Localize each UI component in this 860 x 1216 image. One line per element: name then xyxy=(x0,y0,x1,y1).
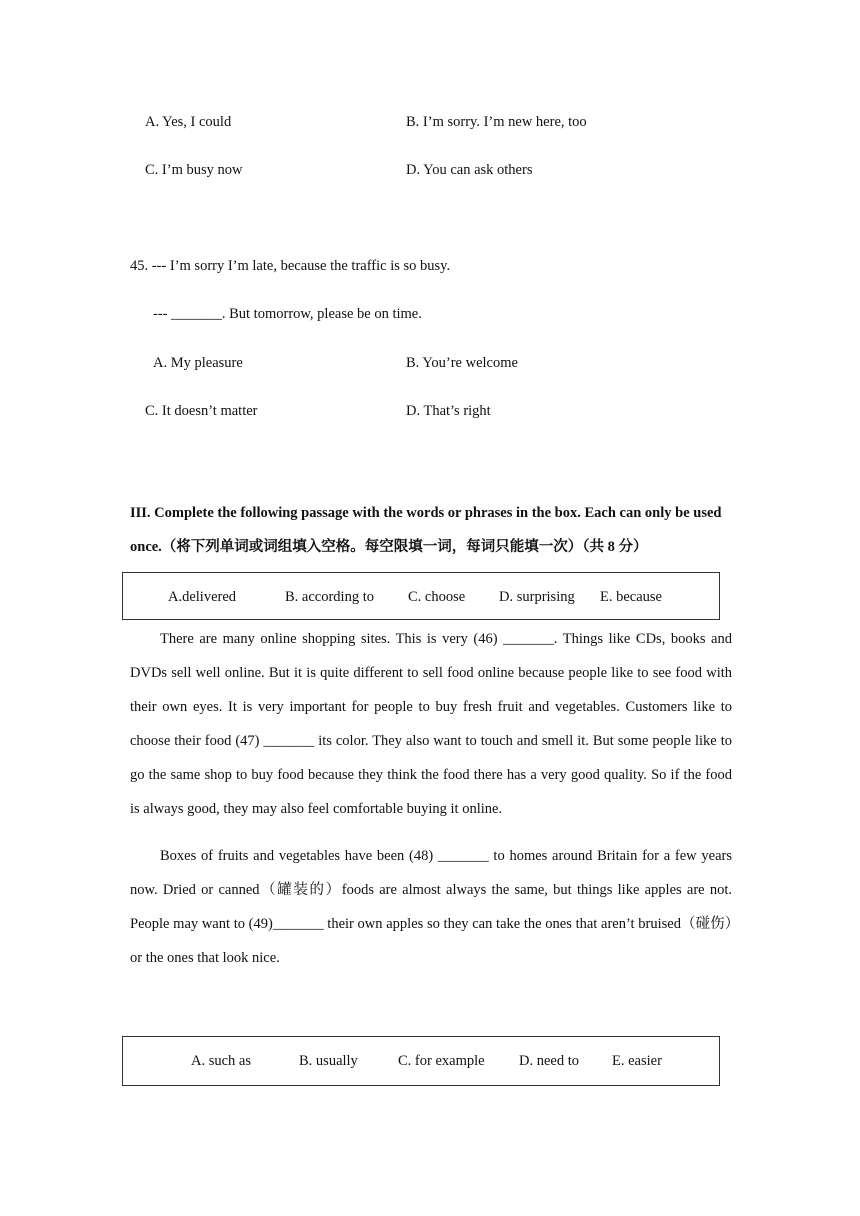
q45-option-a: A. My pleasure xyxy=(153,355,243,371)
word-box-2-item: B. usually xyxy=(299,1053,358,1069)
word-box-2-item: C. for example xyxy=(398,1053,485,1069)
q44-option-a: A. Yes, I could xyxy=(145,114,232,130)
q45-option-d: D. That’s right xyxy=(406,403,491,419)
q45-option-b: B. You’re welcome xyxy=(406,355,518,371)
word-box-1-item: B. according to xyxy=(285,589,374,605)
q44-option-b: B. I’m sorry. I’m new here, too xyxy=(406,114,587,130)
passage-paragraph-1: There are many online shopping sites. This is very (46) _______. Things like CDs, books and DVDs sell well online. But it is quite different to sell food online because people like to see food with their own eyes. It is very important for people to buy fresh fruit and vegetables. Customers like to choose their food (47) _______ its color. They also want to touch and smell it. But some people like to go the same shop to buy food because they think the food there has a very good quality. So if the food is always good, they may also feel comfortable buying it online. xyxy=(130,631,732,817)
word-box-1-item: C. choose xyxy=(408,589,466,605)
q44-option-d: D. You can ask others xyxy=(406,162,533,178)
passage-paragraph-2: Boxes of fruits and vegetables have been (48) _______ to homes around Britain for a few years now. Dried or canned（罐装的）foods are almost always the same, but things like apples are not. People may want to (49)_______ their own apples so they can take the ones that aren’t bruised（碰伤）or the ones that look nice. xyxy=(130,848,732,966)
word-box-1-item: E. because xyxy=(600,589,662,605)
word-box-2-item: D. need to xyxy=(519,1053,579,1069)
word-box-1 xyxy=(122,572,720,620)
word-box-1-item: D. surprising xyxy=(499,589,575,605)
word-box-2 xyxy=(122,1036,720,1086)
q44-option-c: C. I’m busy now xyxy=(145,162,243,178)
word-box-2-item: A. such as xyxy=(191,1053,252,1069)
section-title: III. Complete the following passage with the words or phrases in the box. Each can only be used once.（将下列单词或词组填入空格。每空限填一词，每词只能填一次）（共 8 分） xyxy=(130,505,722,555)
q45-option-c: C. It doesn’t matter xyxy=(145,403,258,419)
word-box-2-item: E. easier xyxy=(612,1053,662,1069)
q45-question: 45. --- I’m sorry I’m late, because the traffic is so busy. xyxy=(130,258,451,274)
q45-reply: --- _______. But tomorrow, please be on time. xyxy=(153,306,422,322)
word-box-1-item: A.delivered xyxy=(168,589,237,605)
